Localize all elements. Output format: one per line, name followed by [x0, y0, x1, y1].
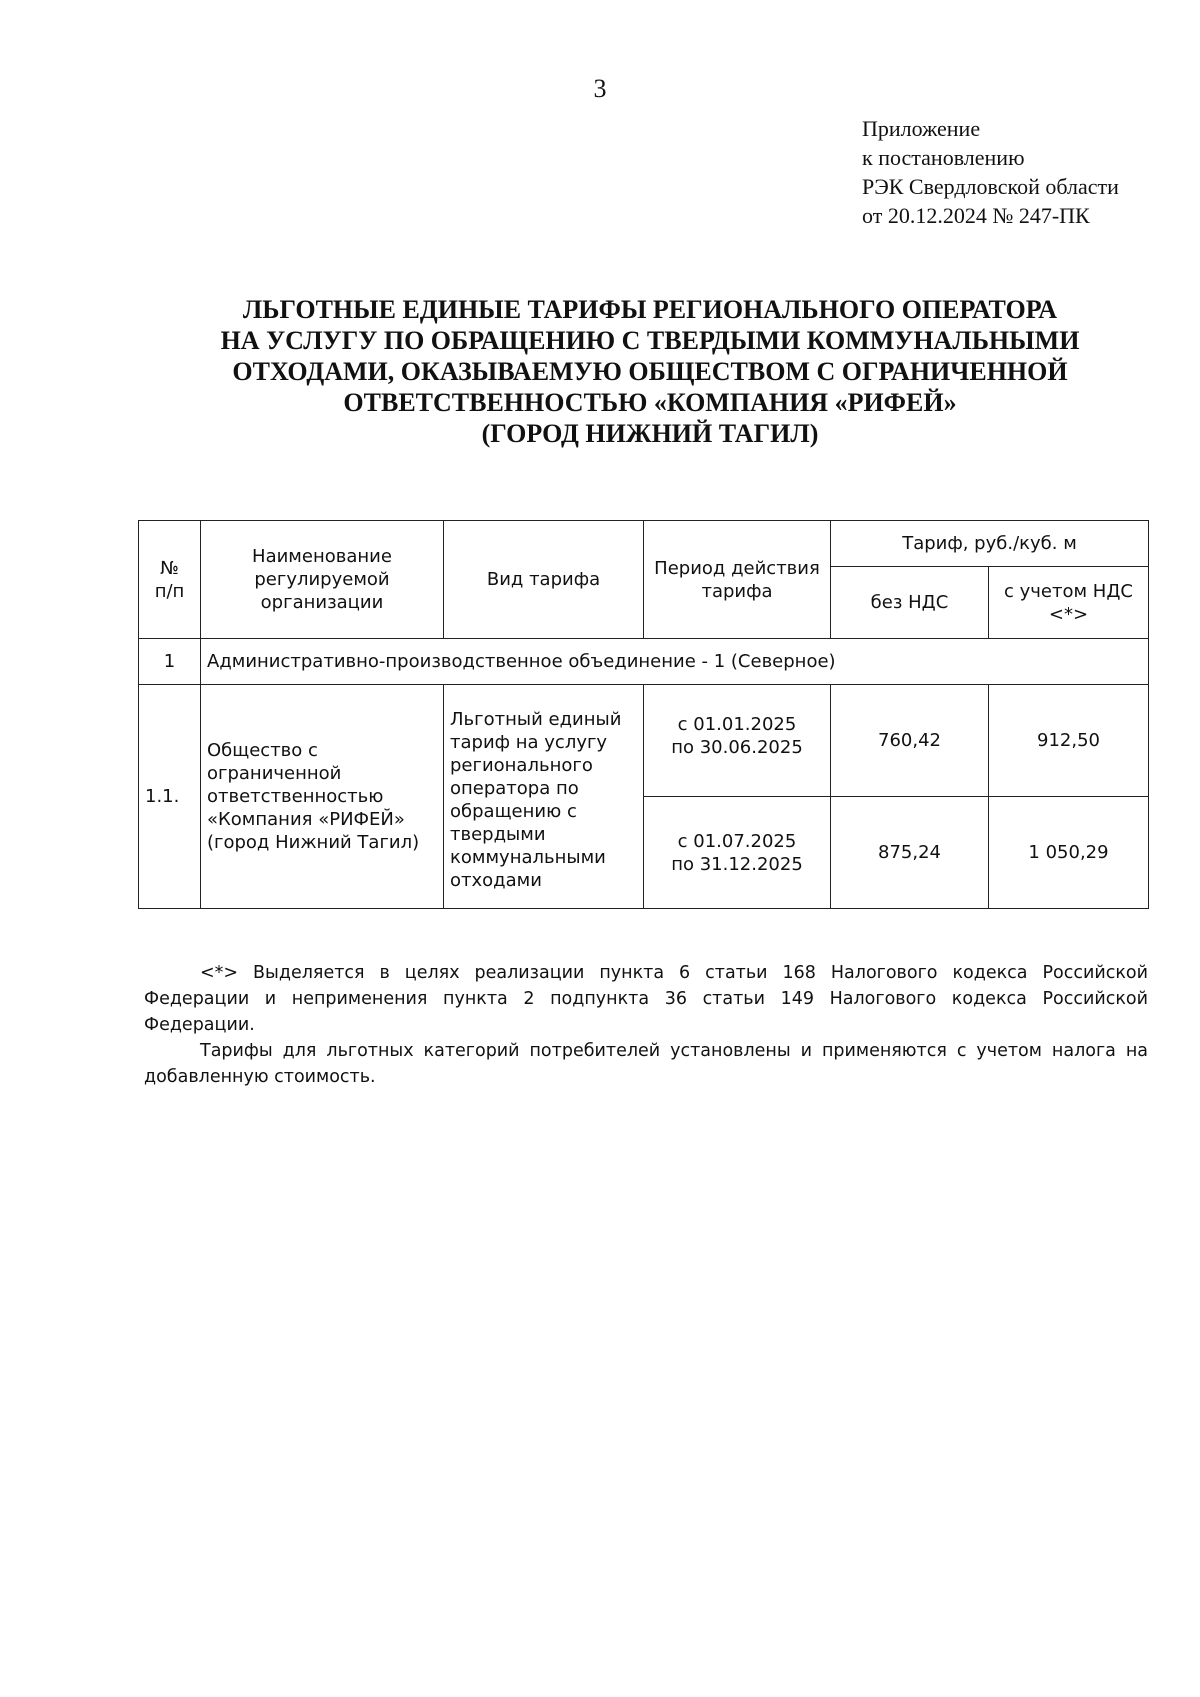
entry-num: 1.1. — [139, 685, 201, 909]
group-row — [139, 639, 1149, 685]
appendix-line: к постановлению — [862, 145, 1025, 170]
header-with-vat: с учетом НДС <*> — [989, 567, 1149, 639]
title-line: ОТХОДАМИ, ОКАЗЫВАЕМУЮ ОБЩЕСТВОМ С ОГРАНИЧЕННОЙ — [232, 357, 1068, 386]
appendix-block — [862, 114, 1182, 230]
appendix-line: от 20.12.2024 № 247-ПК — [862, 203, 1090, 228]
header-period: Период действия тарифа — [644, 521, 831, 639]
entry-period: с 01.01.2025 по 30.06.2025 — [644, 685, 831, 797]
footnotes — [144, 960, 1148, 1090]
entry-tariff-type: Льготный единый тариф на услугу регионального оператора по обращению с твердыми коммунальными отходами — [444, 685, 644, 909]
title-line: ОТВЕТСТВЕННОСТЬЮ «КОМПАНИЯ «РИФЕЙ» — [343, 388, 957, 417]
header-without-vat: без НДС — [831, 567, 989, 639]
entry-without-vat: 760,42 — [831, 685, 989, 797]
header-tariff-type: Вид тарифа — [444, 521, 644, 639]
title-line: ЛЬГОТНЫЕ ЕДИНЫЕ ТАРИФЫ РЕГИОНАЛЬНОГО ОПЕРАТОРА — [242, 295, 1058, 324]
group-num: 1 — [139, 639, 201, 685]
entry-with-vat: 1 050,29 — [989, 797, 1149, 909]
entry-organization: Общество с ограниченной ответственностью «Компания «РИФЕЙ» (город Нижний Тагил) — [201, 685, 444, 909]
footnote-vat: <*> Выделяется в целях реализации пункта 6 статьи 168 Налогового кодекса Российской Федерации и неприменения пункта 2 подпункта 36 статьи 149 Налогового кодекса Российской Федерации. — [144, 963, 1148, 1035]
entry-without-vat: 875,24 — [831, 797, 989, 909]
header-row — [139, 521, 1149, 567]
page-number: 3 — [593, 74, 607, 103]
document-title — [120, 294, 1180, 449]
header-tariff: Тариф, руб./куб. м — [831, 521, 1149, 567]
table-row — [139, 685, 1149, 797]
entry-with-vat: 912,50 — [989, 685, 1149, 797]
title-line: НА УСЛУГУ ПО ОБРАЩЕНИЮ С ТВЕРДЫМИ КОММУНАЛЬНЫМИ — [220, 326, 1080, 355]
header-organization: Наименование регулируемой организации — [201, 521, 444, 639]
appendix-line: Приложение — [862, 116, 981, 141]
header-num: № п/п — [139, 521, 201, 639]
footnote-preferential: Тарифы для льготных категорий потребителей установлены и применяются с учетом налога на добавленную стоимость. — [144, 1041, 1148, 1087]
entry-period: с 01.07.2025 по 31.12.2025 — [644, 797, 831, 909]
group-name: Административно-производственное объединение - 1 (Северное) — [201, 639, 1149, 685]
tariff-table — [138, 520, 1149, 909]
appendix-line: РЭК Свердловской области — [862, 174, 1119, 199]
title-line: (ГОРОД НИЖНИЙ ТАГИЛ) — [481, 419, 819, 448]
